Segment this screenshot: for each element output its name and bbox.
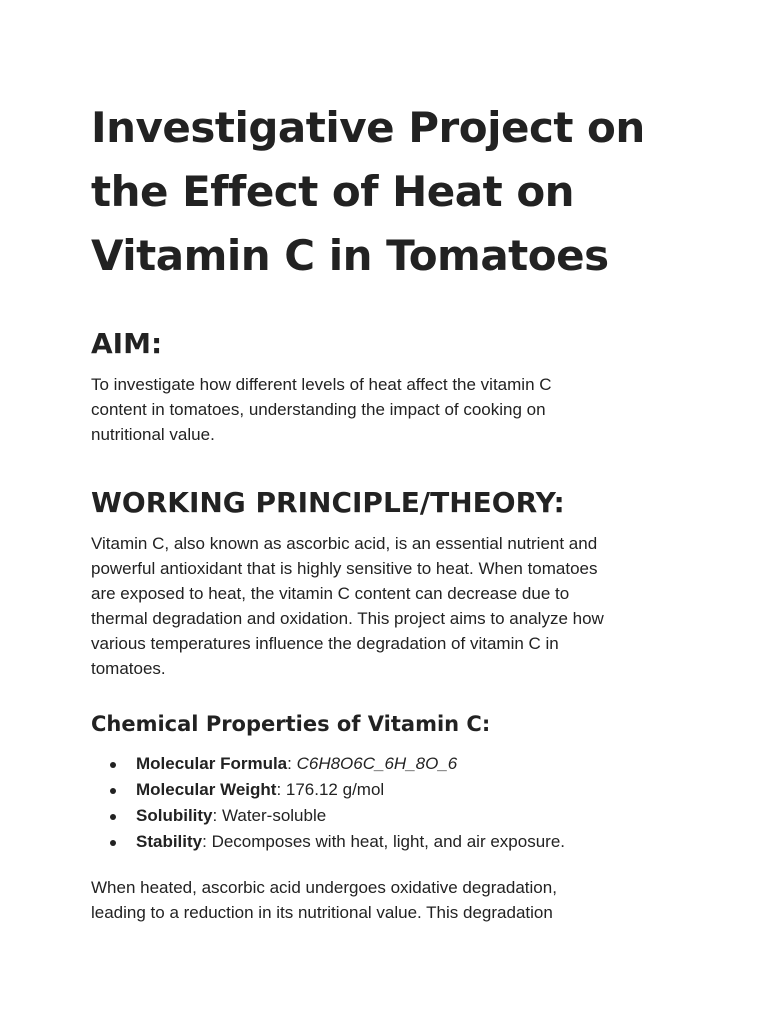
- bullet-icon: [110, 840, 116, 846]
- working-principle-heading: WORKING PRINCIPLE/THEORY:: [91, 486, 565, 519]
- property-separator: :: [276, 780, 286, 799]
- paragraph-line: thermal degradation and oxidation. This project aims to analyze how: [91, 609, 604, 628]
- list-item: [136, 751, 691, 777]
- paragraph-line: content in tomatoes, understanding the impact of cooking on: [91, 400, 546, 419]
- paragraph-line: powerful antioxidant that is highly sensitive to heat. When tomatoes: [91, 559, 598, 578]
- property-separator: :: [212, 806, 222, 825]
- list-item: [136, 829, 691, 855]
- property-value: 176.12 g/mol: [285, 780, 385, 799]
- page-title: [91, 96, 691, 288]
- aim-paragraph: [91, 372, 691, 447]
- paragraph-line: various temperatures influence the degradation of vitamin C in: [91, 634, 559, 653]
- property-label: Solubility: [136, 806, 213, 825]
- property-separator: :: [287, 754, 297, 773]
- bullet-icon: [110, 788, 116, 794]
- paragraph-line: nutritional value.: [91, 425, 215, 444]
- aim-heading: AIM:: [91, 327, 163, 360]
- title-line: Investigative Project on: [91, 103, 645, 152]
- property-separator: :: [202, 832, 212, 851]
- property-label: Stability: [136, 832, 203, 851]
- paragraph-line: Vitamin C, also known as ascorbic acid, is an essential nutrient and: [91, 534, 598, 553]
- property-value: Decomposes with heat, light, and air exposure.: [211, 832, 565, 851]
- property-value: C6H8O6C_6H_8O_6: [296, 754, 458, 773]
- working-principle-paragraph: [91, 531, 691, 681]
- paragraph-line: To investigate how different levels of heat affect the vitamin C: [91, 375, 552, 394]
- chemical-properties-list: [91, 751, 691, 855]
- title-line: Vitamin C in Tomatoes: [91, 231, 609, 280]
- paragraph-line: leading to a reduction in its nutritional value. This degradation: [91, 903, 553, 922]
- property-value: Water-soluble: [221, 806, 327, 825]
- list-item: [136, 777, 691, 803]
- property-label: Molecular Weight: [136, 780, 277, 799]
- paragraph-line: are exposed to heat, the vitamin C content can decrease due to: [91, 584, 570, 603]
- bullet-icon: [110, 762, 116, 768]
- bullet-icon: [110, 814, 116, 820]
- document-page: [91, 96, 691, 925]
- paragraph-line: tomatoes.: [91, 659, 166, 678]
- list-item: [136, 803, 691, 829]
- degradation-paragraph: [91, 875, 691, 925]
- title-line: the Effect of Heat on: [91, 167, 575, 216]
- property-label: Molecular Formula: [136, 754, 288, 773]
- chemical-properties-heading: Chemical Properties of Vitamin C:: [91, 712, 491, 736]
- paragraph-line: When heated, ascorbic acid undergoes oxidative degradation,: [91, 878, 557, 897]
